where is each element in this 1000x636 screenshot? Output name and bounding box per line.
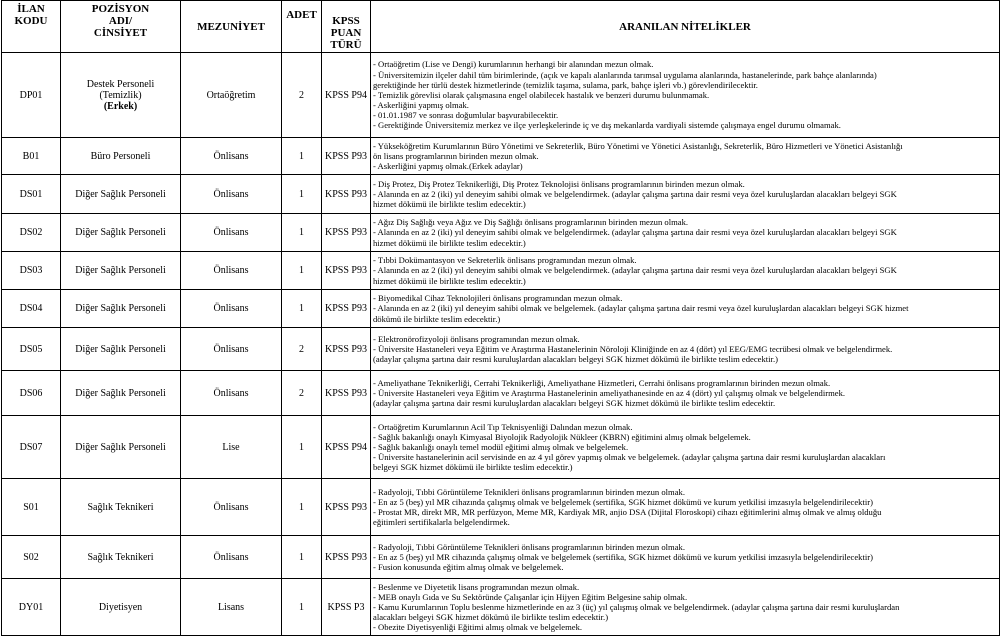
requirement-line: - Ağız Diş Sağlığı veya Ağız ve Diş Sağlığı önlisans programlarının birinden mezun olmak. — [373, 217, 689, 228]
header-aranan-nitelikler: ARANILAN NİTELİKLER — [371, 1, 1000, 53]
position-cell — [61, 290, 181, 328]
requirement-line: - Üniversite Hastaneleri veya Eğitim ve Araştırma Hastanelerinin Nöroloji Kliniğinde en az 4 (dört) yıl EEG/EMG tecrübesi olmak ve belgelendirmek. — [373, 343, 893, 354]
ilan-kodu-cell: DS02 — [2, 214, 61, 252]
requirements-cell — [371, 479, 1000, 536]
requirements-cell — [371, 371, 1000, 416]
mezuniyet-cell: Önlisans — [181, 328, 282, 371]
adet-cell: 1 — [282, 579, 322, 636]
ilan-kodu-cell: DP01 — [2, 53, 61, 138]
header-pozisyon-line: POZİSYON — [91, 3, 150, 15]
adet-cell: 1 — [282, 416, 322, 479]
ilan-kodu-cell: B01 — [2, 138, 61, 175]
header-adet: ADET — [282, 1, 322, 53]
kpss-cell: KPSS P94 — [322, 416, 371, 479]
table-row — [2, 138, 1000, 175]
position-name: Diğer Sağlık Personeli — [75, 188, 166, 200]
requirement-line: - MEB onaylı Gıda ve Su Sektöründe Çalışanlar için Hijyen Eğitim Belgesine sahip olmak. — [373, 591, 688, 602]
position-name: Büro Personeli — [90, 150, 151, 162]
position-cell — [61, 328, 181, 371]
requirement-line: eğitimleri sertifikalarla belgelendirmek. — [373, 517, 510, 528]
adet-cell: 2 — [282, 328, 322, 371]
requirement-line: - Sağlık bakanlığı onaylı temel modül eğitimi almış olmak ve belgelemek. — [373, 441, 629, 452]
position-cell — [61, 479, 181, 536]
position-name: Sağlık Teknikeri — [87, 551, 154, 563]
adet-cell: 1 — [282, 252, 322, 290]
adet-cell: 1 — [282, 138, 322, 175]
mezuniyet-cell: Önlisans — [181, 371, 282, 416]
requirements-cell — [371, 53, 1000, 138]
header-ilan-line: İLAN — [17, 3, 45, 15]
table-row — [2, 175, 1000, 214]
table-row — [2, 479, 1000, 536]
requirement-line: - Biyomedikal Cihaz Teknolojileri önlisans programından mezun olmak. — [373, 293, 623, 304]
ilan-kodu-cell: DY01 — [2, 579, 61, 636]
table-row — [2, 371, 1000, 416]
mezuniyet-cell: Önlisans — [181, 479, 282, 536]
requirement-line: - Radyoloji, Tıbbi Görüntüleme Teknikleri önlisans programlarının birinden mezun olmak. — [373, 541, 685, 552]
position-name: Diğer Sağlık Personeli — [75, 303, 166, 314]
requirement-line: - Diş Protez, Diş Protez Teknikerliği, Diş Protez Teknolojisi önlisans programlarının birinden mezun olmak. — [373, 178, 745, 189]
ilan-kodu-cell: S01 — [2, 479, 61, 536]
kpss-cell: KPSS P93 — [322, 175, 371, 214]
adet-cell: 1 — [282, 214, 322, 252]
requirement-line: hizmet dökümü ile birlikte teslim edecektir.) — [373, 275, 526, 286]
position-cell — [61, 53, 181, 138]
ilan-kodu-cell: DS06 — [2, 371, 61, 416]
requirement-line: belgeyi SGK hizmet dökümü ile birlikte teslim edecektir.) — [373, 462, 573, 473]
requirements-cell — [371, 138, 1000, 175]
requirement-line: gerektiğinde her türlü destek hizmetlerinde (temizlik taşıma, sulama, park, bahçe işleri vb.) görevlendirilecektir. — [373, 79, 758, 90]
requirement-line: alacakları belgeyi SGK hizmet dökümü ile birlikte teslim edecektir.) — [373, 612, 609, 623]
mezuniyet-cell: Önlisans — [181, 175, 282, 214]
header-mezuniyet: MEZUNİYET — [181, 1, 282, 53]
ilan-kodu-cell: DS07 — [2, 416, 61, 479]
header-pozisyon — [61, 1, 181, 53]
table-row — [2, 579, 1000, 636]
requirement-line: - Üniversite hastanelerinin acil servisinde en az 4 yıl görev yapmış olmak ve belgelemek. (adaylar çalışma şartına dair resmi kuruluşlardan alacakları — [373, 452, 886, 463]
requirement-line: - En az 5 (beş) yıl MR cihazında çalışmış olmak ve belgelemek (sertifika, SGK hizmet dökümü ve kurum yetkilisi imzasıyla belgelendirilecektir) — [373, 496, 873, 507]
requirement-line: - Ortaöğretim Kurumlarının Acil Tıp Teknisyenliği Dalından mezun olmak. — [373, 421, 633, 432]
table-body — [2, 53, 1000, 636]
position-cell — [61, 579, 181, 636]
mezuniyet-cell: Önlisans — [181, 290, 282, 328]
mezuniyet-cell: Önlisans — [181, 214, 282, 252]
requirement-line: - Ameliyathane Teknikerliği, Cerrahi Teknikerliği, Ameliyathane Hizmetleri, Cerrahi önlisans programlarının birinden mezun olmak. — [373, 377, 831, 388]
kpss-cell: KPSS P93 — [322, 252, 371, 290]
ilan-kodu-cell: DS04 — [2, 290, 61, 328]
requirement-line: - Üniversitemizin ilçeler dahil tüm birimlerinde, (açık ve kapalı alanlarında tarımsal uygulama alanlarında, hastanelerinde, park bahçe alanlarında) — [373, 69, 877, 80]
position-name: Sağlık Teknikeri — [87, 501, 154, 513]
position-cell — [61, 536, 181, 579]
requirement-line: - Obezite Diyetisyenliği Eğitimi almış olmak ve belgelemek. — [373, 622, 583, 633]
requirement-line: - Elektronörofizyoloji önlisans programından mezun olmak. — [373, 333, 580, 344]
requirement-line: - Ortaöğretim (Lise ve Dengi) kurumlarının herhangi bir alanından mezun olmak. — [373, 59, 654, 70]
position-name: Diyetisyen — [98, 601, 143, 613]
requirement-line: - Askerliğini yapmış olmak. — [373, 100, 469, 111]
adet-cell: 1 — [282, 290, 322, 328]
position-cell — [61, 175, 181, 214]
requirements-cell — [371, 328, 1000, 371]
requirement-line: - Radyoloji, Tıbbi Görüntüleme Teknikleri önlisans programlarının birinden mezun olmak. — [373, 486, 685, 497]
position-name: (Temizlik) — [99, 89, 142, 101]
table-row — [2, 252, 1000, 290]
position-name: Diğer Sağlık Personeli — [75, 265, 166, 276]
table-row — [2, 416, 1000, 479]
requirement-line: - Tıbbi Dokümantasyon ve Sekreterlik önlisans programından mezun olmak. — [373, 255, 637, 266]
adet-cell: 2 — [282, 371, 322, 416]
requirements-cell — [371, 214, 1000, 252]
header-cinsiyet-line: CİNSİYET — [93, 27, 148, 39]
table-row — [2, 53, 1000, 138]
mezuniyet-cell: Ortaöğretim — [181, 53, 282, 138]
requirement-line: - Alanında en az 2 (iki) yıl deneyim sahibi olmak ve belgelendirmek. (adaylar çalışma şartına dair resmi veya özel kuruluşlardan alacakları belgeyi SGK — [373, 265, 897, 276]
requirement-line: hizmet dökümü ile birlikte teslim edecektir.) — [373, 237, 526, 248]
adet-cell: 1 — [282, 175, 322, 214]
table-row — [2, 328, 1000, 371]
requirement-line: - Alanında en az 2 (iki) yıl deneyim sahibi olmak ve belgelendirmek. (adaylar çalışma şartına dair resmi veya özel kuruluşlardan alacakları belgeyi SGK — [373, 227, 897, 238]
requirements-cell — [371, 290, 1000, 328]
kpss-cell: KPSS P93 — [322, 479, 371, 536]
requirement-line: - Gerektiğinde Üniversitemiz merkez ve ilçe yerleşkelerinde iç ve dış mekanlarda vardiyali sistemde çalışmaya engel durumu olmamak. — [373, 120, 841, 131]
header-kodu-line: KODU — [14, 15, 48, 27]
requirement-line: - En az 5 (beş) yıl MR cihazında çalışmış olmak ve belgelemek (sertifika, SGK hizmet dökümü ve kurum yetkilisi imzasıyla belgelendirilecektir) — [373, 551, 873, 562]
requirement-line: - Beslenme ve Diyetetik lisans programından mezun olmak. — [373, 581, 580, 592]
requirement-line: - Askerliğini yapmış olmak.(Erkek adaylar) — [373, 161, 523, 172]
kpss-cell: KPSS P93 — [322, 214, 371, 252]
header-kpss — [322, 1, 371, 53]
table-row — [2, 214, 1000, 252]
adet-cell: 2 — [282, 53, 322, 138]
position-name: Diğer Sağlık Personeli — [75, 227, 166, 238]
kpss-cell: KPSS P93 — [322, 536, 371, 579]
table-row — [2, 536, 1000, 579]
adet-cell: 1 — [282, 479, 322, 536]
kpss-cell: KPSS P93 — [322, 138, 371, 175]
mezuniyet-cell: Önlisans — [181, 138, 282, 175]
requirement-line: dökümü ile birlikte teslim edecektir.) — [373, 313, 501, 324]
header-kpss-line: KPSS — [332, 15, 360, 27]
position-cell — [61, 416, 181, 479]
requirements-cell — [371, 579, 1000, 636]
kpss-cell: KPSS P93 — [322, 371, 371, 416]
kpss-cell: KPSS P93 — [322, 328, 371, 371]
requirements-cell — [371, 252, 1000, 290]
job-listing-table — [1, 0, 1000, 636]
requirement-line: hizmet dökümü ile birlikte teslim edecektir.) — [373, 199, 526, 210]
table-row — [2, 290, 1000, 328]
requirement-line: (adaylar çalışma şartına dair resmi kuruluşlardan alacakları belgeyi SGK hizmet dökümü ile birlikte teslim edecektir.) — [373, 354, 778, 365]
position-cell — [61, 371, 181, 416]
ilan-kodu-cell: DS03 — [2, 252, 61, 290]
requirement-line: - Kamu Kurumlarının Toplu beslenme hizmetlerinde en az 3 (üç) yıl çalışmış olmak ve belgelendirmek. (adaylar çalışma şartına dair resmi kuruluşlardan — [373, 601, 900, 612]
requirement-line: (adaylar çalışma şartına dair resmi kuruluşlardan alacakları belgeyi SGK hizmet dökümü ile birlikte teslim edecektir. — [373, 398, 776, 409]
position-cell — [61, 214, 181, 252]
mezuniyet-cell: Lise — [181, 416, 282, 479]
gender-label: (Erkek) — [103, 100, 138, 112]
requirement-line: - Üniversite Hastaneleri veya Eğitim ve Araştırma Hastanelerinin ameliyathanesinde en az 4 (dört) yıl çalışmış olmak ve belgelendirmek. — [373, 387, 846, 398]
requirement-line: - Alanında en az 2 (iki) yıl deneyim sahibi olmak ve belgelendirmek. (adaylar çalışma şartına dair resmi veya özel kuruluşlardan alacakları belgeyi SGK — [373, 188, 897, 199]
kpss-cell: KPSS P3 — [322, 579, 371, 636]
ilan-kodu-cell: DS01 — [2, 175, 61, 214]
position-name: Diğer Sağlık Personeli — [75, 343, 166, 355]
kpss-cell: KPSS P94 — [322, 53, 371, 138]
header-adi-line: ADI/ — [108, 15, 133, 27]
requirement-line: - Fusion konusunda eğitim almış olmak ve belgelemek. — [373, 562, 564, 573]
adet-cell: 1 — [282, 536, 322, 579]
mezuniyet-cell: Önlisans — [181, 252, 282, 290]
requirement-line: - Prostat MR, direkt MR, MR perfüzyon, Meme MR, Kardiyak MR, anjio DSA (Dijital Floroskopi) cihazı eğitimlerini almış olmak ve almış olduğu — [373, 507, 882, 517]
requirement-line: - Temizlik görevlisi olarak çalışmasına engel olabilecek hastalık ve benzeri durumu bulunmamak. — [373, 89, 710, 100]
kpss-cell: KPSS P93 — [322, 290, 371, 328]
requirements-cell — [371, 175, 1000, 214]
header-ilan-kodu — [2, 1, 61, 53]
mezuniyet-cell: Lisans — [181, 579, 282, 636]
requirements-cell — [371, 536, 1000, 579]
ilan-kodu-cell: S02 — [2, 536, 61, 579]
requirement-line: - Alanında en az 2 (iki) yıl deneyim sahibi olmak ve belgelemek. (adaylar çalışma şartına dair resmi veya özel kuruluşlardan alacakları belgeyi SGK hizmet — [373, 303, 909, 314]
position-name: Diğer Sağlık Personeli — [75, 387, 166, 399]
header-row — [2, 1, 1000, 53]
position-name: Destek Personeli — [86, 78, 155, 90]
requirement-line: ön lisans programlarının birinden mezun olmak. — [373, 150, 539, 161]
header-puan-line: PUAN — [330, 27, 362, 39]
requirement-line: - Yükseköğretim Kurumlarının Büro Yönetimi ve Sekreterlik, Büro Yönetimi ve Yönetici Asistanlığı, Sekreterlik, Büro Hizmetleri ve Yönetici Asistanlığı — [373, 140, 903, 151]
position-cell — [61, 252, 181, 290]
requirement-line: - Sağlık bakanlığı onaylı Kimyasal Biyolojik Radyolojik Nükleer (KBRN) eğitimini almış olmak belgelemek. — [373, 431, 751, 442]
header-turu-line: TÜRÜ — [330, 39, 362, 51]
ilan-kodu-cell: DS05 — [2, 328, 61, 371]
position-cell — [61, 138, 181, 175]
requirement-line: - 01.01.1987 ve sonrası doğumlular başvurabilecektir. — [373, 110, 559, 121]
requirements-cell — [371, 416, 1000, 479]
mezuniyet-cell: Önlisans — [181, 536, 282, 579]
position-name: Diğer Sağlık Personeli — [75, 441, 166, 453]
